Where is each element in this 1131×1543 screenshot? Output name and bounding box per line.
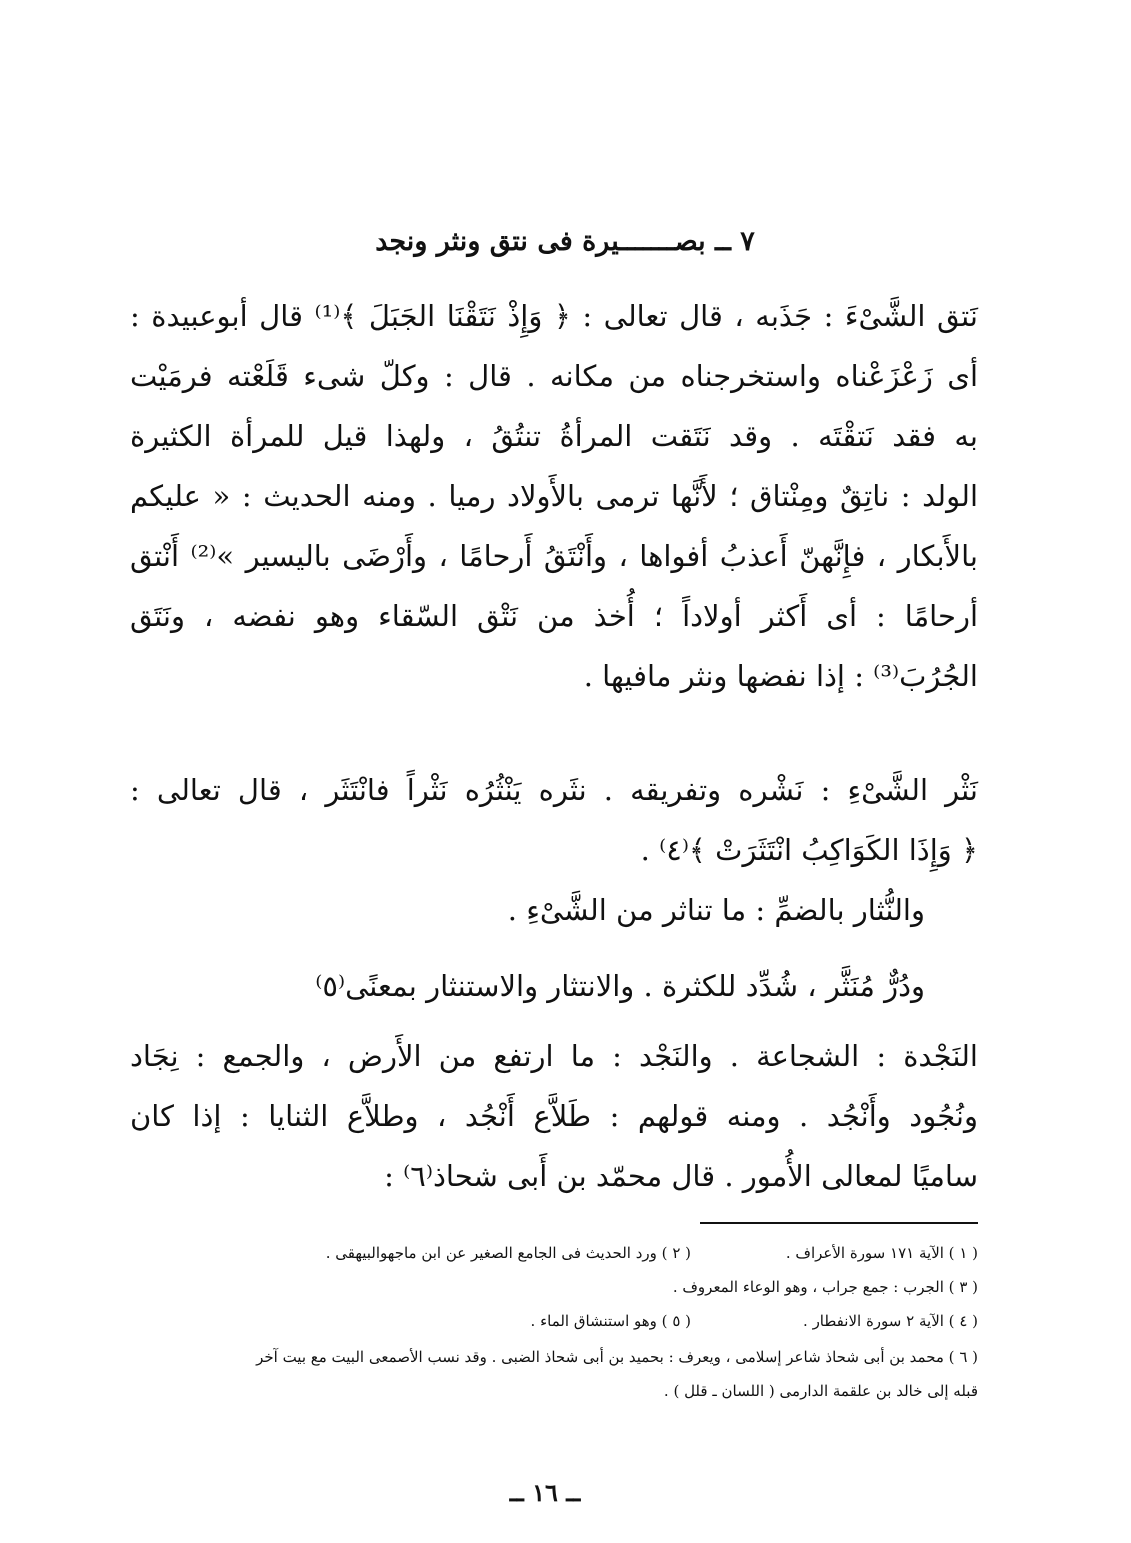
text-line: بالأَبكار ، فإِنَّهنّ أَعذبُ أفواها ، وأَنْتَقُ أَرحامًا ، وأَرْضَى باليسير »⁽²⁾ أَنْتق: [130, 539, 978, 573]
footnote: ( ٥ ) وهو استنشاق الماء .: [530, 1312, 691, 1330]
text-line: النَجْدة : الشجاعة . والنَجْد : ما ارتفع من الأَرض ، والجمع : نِجَاد: [130, 1039, 978, 1073]
footnote: ( ٤ ) الآية ٢ سورة الانفطار .: [803, 1312, 978, 1330]
text-line: به فقد نَتقْتَه . وقد نَتَقت المرأةُ تنتُقُ ، ولهذا قيل للمرأة الكثيرة: [130, 419, 978, 453]
footnote: ( ١ ) الآية ١٧١ سورة الأعراف .: [785, 1244, 978, 1262]
footnote: ( ٣ ) الجرب : جمع جراب ، وهو الوعاء المعروف .: [672, 1278, 978, 1296]
text-line: أى زَعْزَعْناه واستخرجناه من مكانه . قال : وكلّ شىء قَلَعْته فرمَيْت: [130, 359, 978, 393]
text-line: والنُّثار بالضمِّ : ما تناثر من الشَّىْءِ .: [507, 893, 925, 927]
footnote: ( ٦ ) محمد بن أبى شحاذ شاعر إسلامى ، ويعرف : بحميد بن أبى شحاذ الضبى . وقد نسب الأصمعى البيت مع بيت آخر: [256, 1348, 978, 1366]
text-line: ساميًا لمعالى الأُمور . قال محمّد بن أَبى شحاذ⁽٦⁾ :: [384, 1159, 978, 1193]
text-line: نَثْر الشَّىْءِ : نَشْره وتفريقه . نثَره يَنْثُرُه نَثْراً فانْتَثَر ، قال تعالى :: [130, 773, 978, 807]
footnote: ( ٢ ) ورد الحديث فى الجامع الصغير عن ابن ماجهوالبيهقى .: [325, 1244, 691, 1262]
section-title: ٧ ــ بصـــــــيرة فى نتق ونثر ونجد: [375, 226, 755, 257]
text-line: ﴿ وَإِذَا الكَوَاكِبُ انْتَثَرَتْ ﴾⁽٤⁾ .: [640, 833, 978, 867]
text-line: أرحامًا : أى أَكثر أولاداً ؛ أُخذ من نَتْق السّقاء وهو نفضه ، ونَتَق: [130, 599, 978, 633]
footnote: قبله إلى خالد بن علقمة الدارمى ( اللسان ـ قلل ) .: [663, 1382, 978, 1400]
text-line: ونُجُود وأَنْجُد . ومنه قولهم : طَلاَّع أَنْجُد ، وطلاَّع الثنايا : إذا كان: [130, 1099, 978, 1133]
text-line: الولد : ناتِقٌ ومِنْتاق ؛ لأَنَّها ترمى بالأَولاد رميا . ومنه الحديث : « عليكم: [130, 479, 978, 513]
footnote-divider: [700, 1222, 978, 1224]
text-line: ودُرٌّ مُنَثَّر ، شُدِّد للكثرة . والانتثار والاستنثار بمعنًى⁽٥⁾: [315, 969, 925, 1003]
page-number: ــ ١٦ ــ: [509, 1478, 581, 1507]
text-line: نَتق الشَّىْءَ : جَذَبه ، قال تعالى : ﴿ وَإِذْ نَتَقْنَا الجَبَلَ ﴾⁽¹⁾ قال أبوعبيدة :: [130, 299, 979, 333]
text-line: الجُرُبَ⁽³⁾ : إذا نفضها ونثر مافيها .: [583, 659, 978, 693]
